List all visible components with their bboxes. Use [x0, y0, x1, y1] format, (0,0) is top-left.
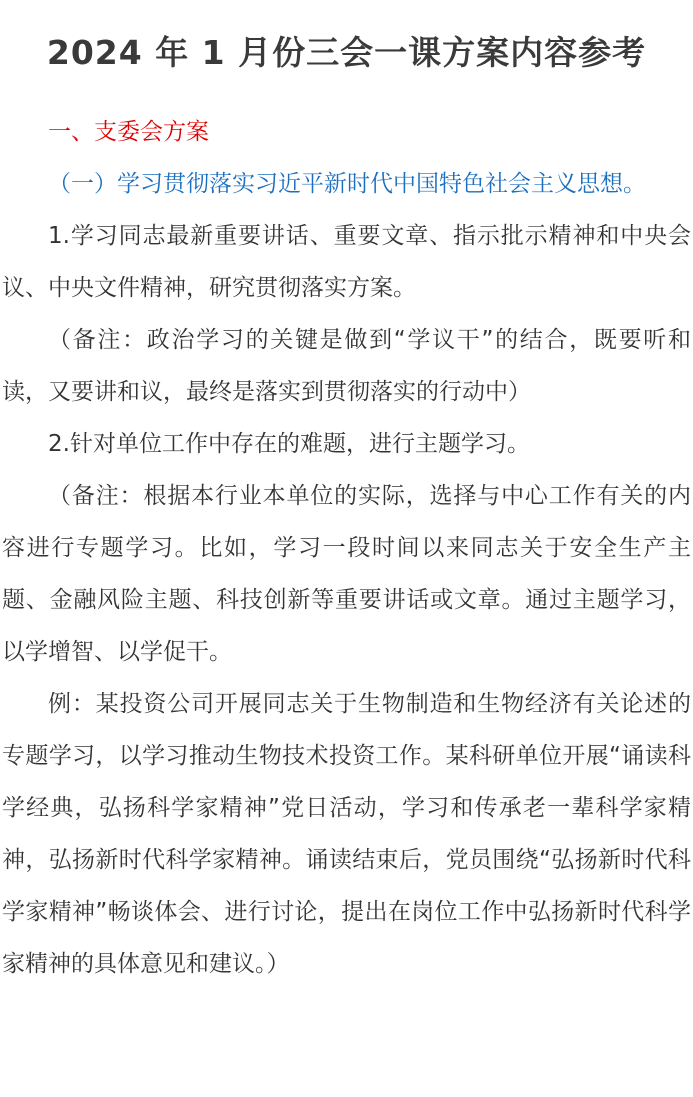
paragraph-item-2: 2.针对单位工作中存在的难题，进行主题学习。 [48, 431, 530, 457]
section-heading: 一、支委会方案 [48, 119, 209, 145]
sub-heading: （一）学习贯彻落实习近平新时代中国特色社会主义思想。 [48, 171, 646, 197]
paragraph-example: 例：某投资公司开展同志关于生物制造和生物经济有关论述的专题学习，以学习推动生物技术投资工作。某科研单位开展“诵读科学经典，弘扬科学家精神”党日活动，学习和传承老一辈科学家精神，弘扬新时代科学家精神。诵读结束后，党员围绕“弘扬新时代科学家精神”畅谈体会、进行讨论，提出在岗位工作中弘扬新时代科学家精神的具体意见和建议。） [2, 691, 691, 977]
paragraph-item-1: 1.学习同志最新重要讲话、重要文章、指示批示精神和中央会议、中央文件精神，研究贯彻落实方案。 [2, 223, 691, 301]
paragraph-note-2: （备注：根据本行业本单位的实际，选择与中心工作有关的内容进行专题学习。比如，学习一段时间以来同志关于安全生产主题、金融风险主题、科技创新等重要讲话或文章。通过主题学习，以学增智、以学促干。 [2, 483, 691, 665]
document-title: 2024 年 1 月份三会一课方案内容参考 [46, 33, 647, 72]
paragraph-note-1: （备注：政治学习的关键是做到“学议干”的结合，既要听和读，又要讲和议，最终是落实到贯彻落实的行动中） [2, 327, 691, 405]
